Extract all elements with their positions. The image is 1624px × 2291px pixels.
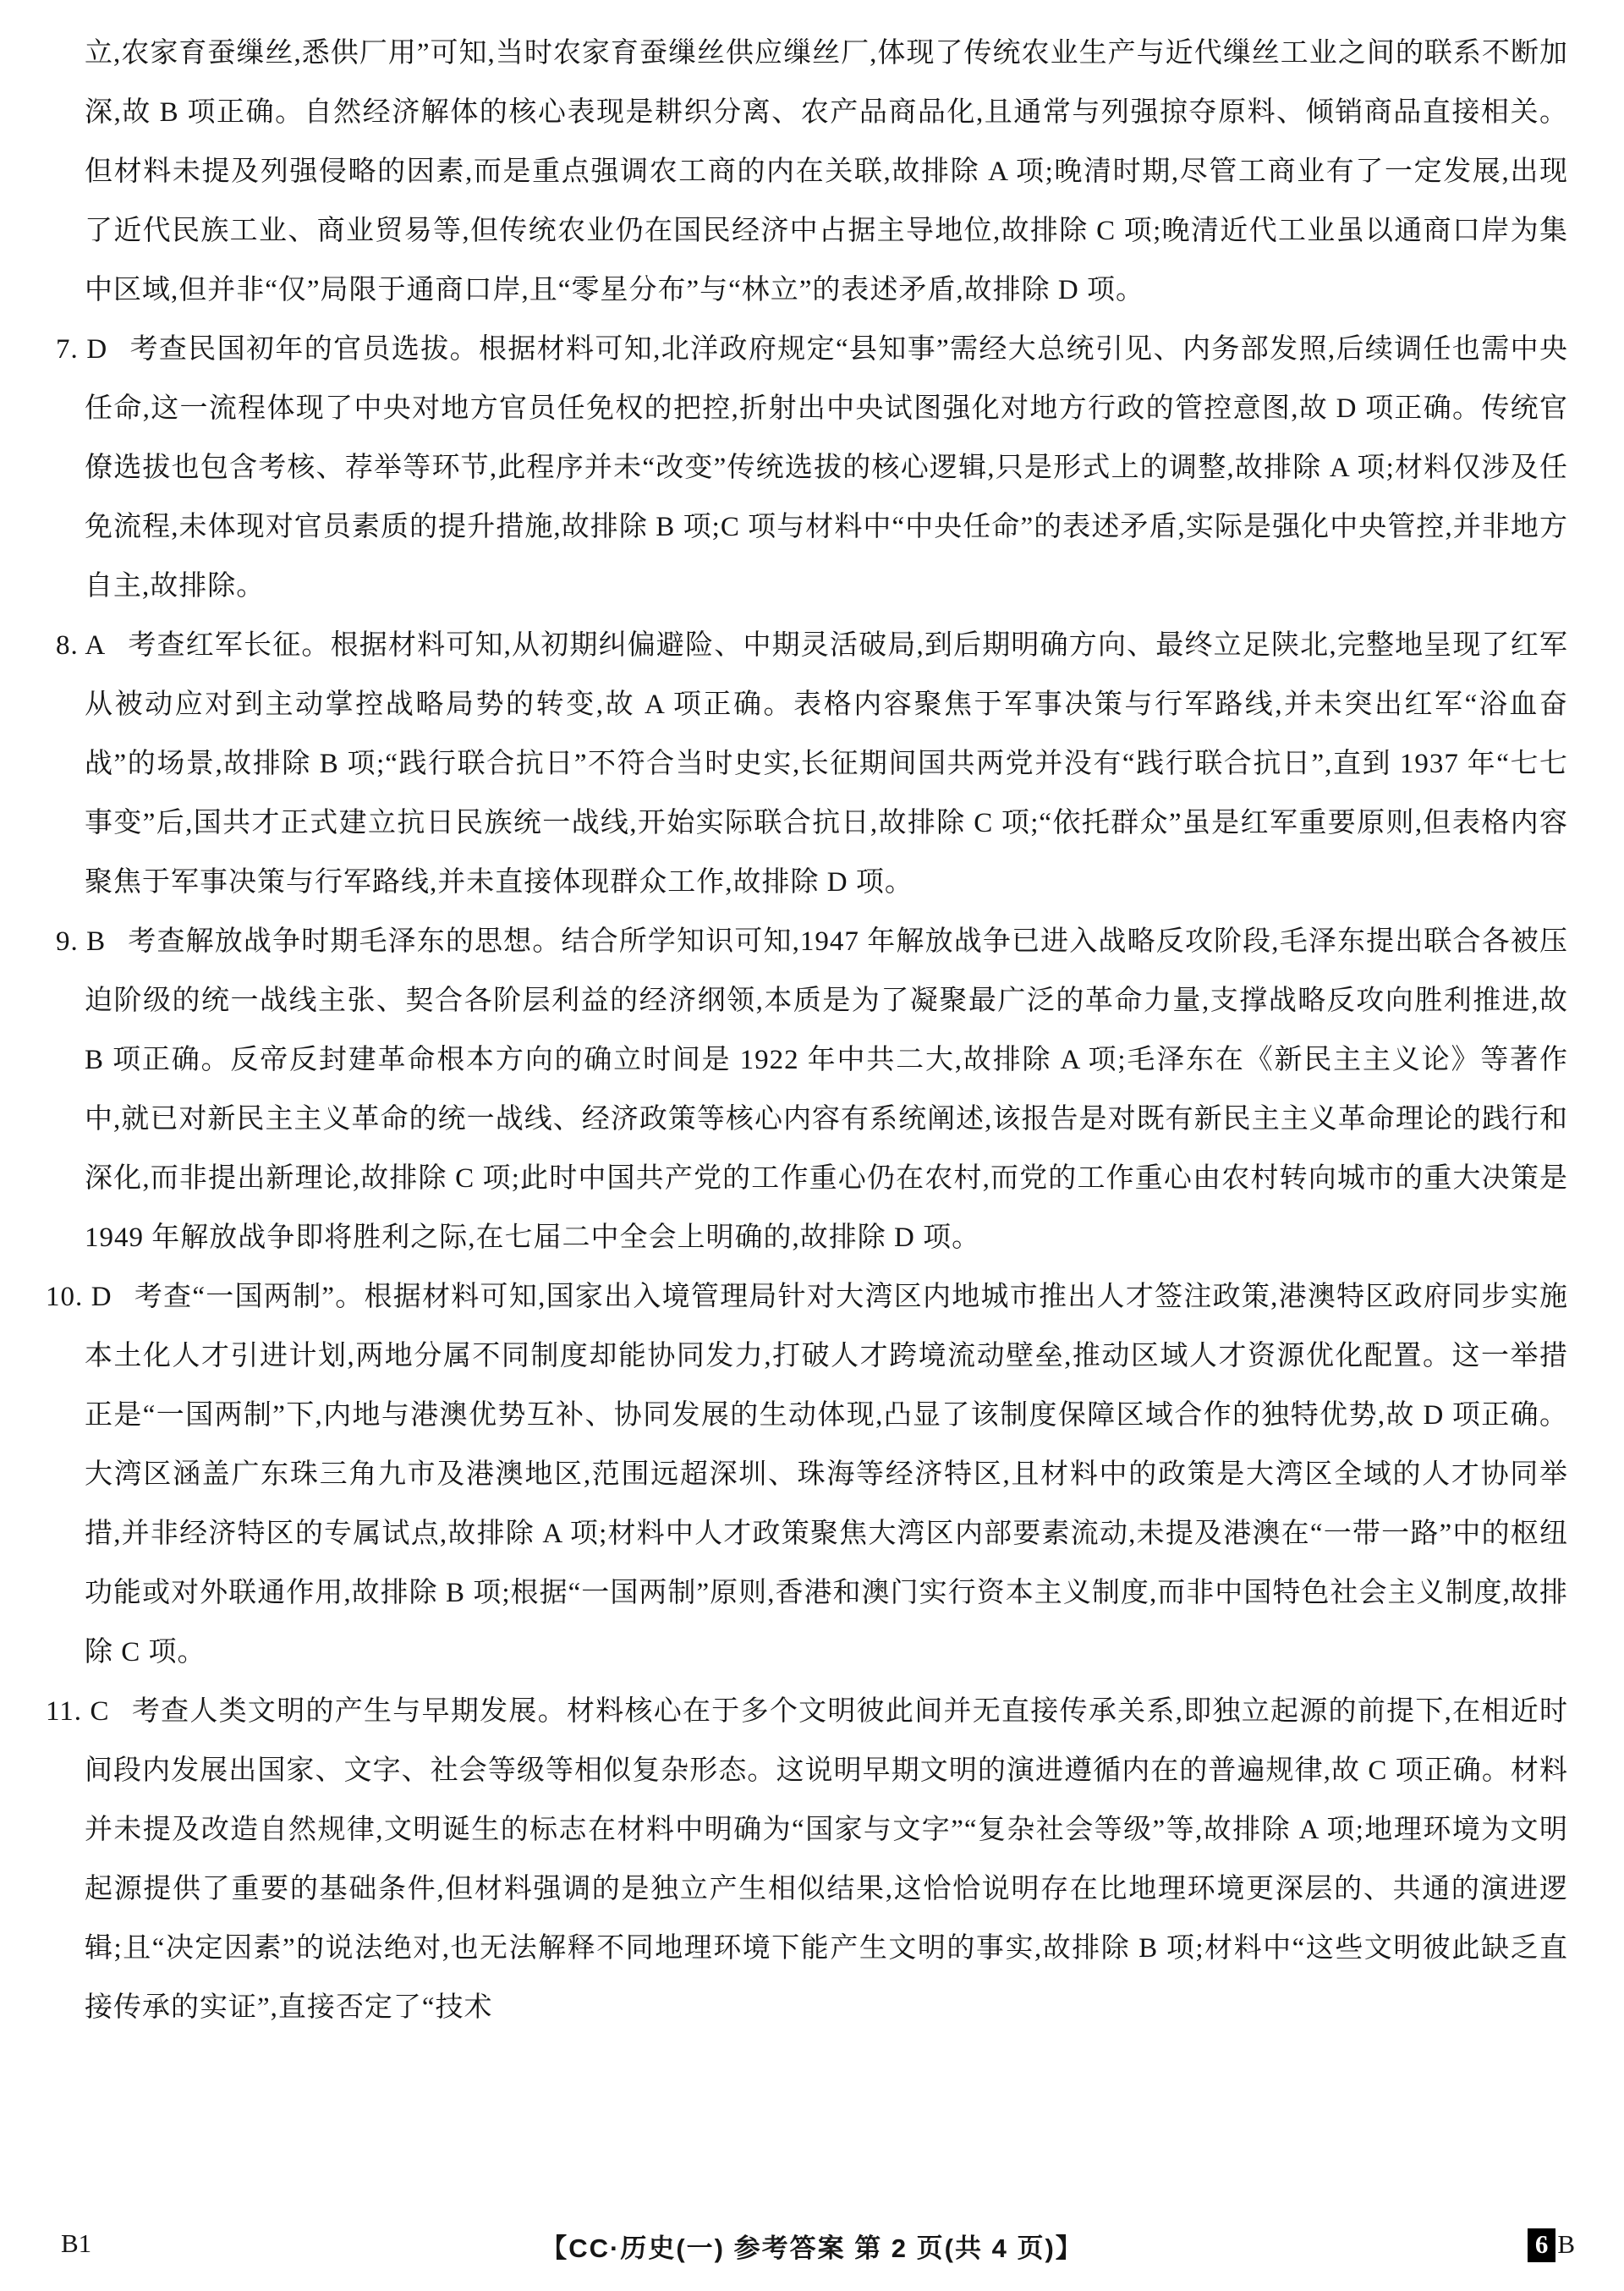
page-number-badge: 6	[1528, 2228, 1556, 2262]
footer-right-codes	[1528, 2228, 1575, 2262]
item-number-9: 9. B	[56, 926, 107, 957]
answer-paragraph-10	[46, 1267, 1568, 1682]
item-text-10: 考查“一国两制”。根据材料可知,国家出入境管理局针对大湾区内地城市推出人才签注政策,港澳特区政府同步实施本土化人才引进计划,两地分属不同制度却能协同发力,打破人才跨境流动壁垒,推动区域人才资源优化配置。这一举措正是“一国两制”下,内地与港澳优势互补、协同发展的生动体现,凸显了该制度保障区域合作的独特优势,故 D 项正确。大湾区涵盖广东珠三角九市及港澳地区,范围远超深圳、珠海等经济特区,且材料中的政策是大湾区全域的人才协同举措,并非经济特区的专属试点,故排除 A 项;材料中人才政策聚焦大湾区内部要素流动,未提及港澳在“一带一路”中的枢纽功能或对外联通作用,故排除 B 项;根据“一国两制”原则,香港和澳门实行资本主义制度,而非中国特色社会主义制度,故排除 C 项。	[85, 1282, 1568, 1667]
answer-paragraph-9	[56, 912, 1568, 1267]
item-text-9: 考查解放战争时期毛泽东的思想。结合所学知识可知,1947 年解放战争已进入战略反攻阶段,毛泽东提出联合各被压迫阶级的统一战线主张、契合各阶层利益的经济纲领,本质是为了凝聚最广泛的革命力量,支撑战略反攻向胜利推进,故 B 项正确。反帝反封建革命根本方向的确立时间是 1922 年中共二大,故排除 A 项;毛泽东在《新民主主义论》等著作中,就已对新民主主义革命的统一战线、经济政策等核心内容有系统阐述,该报告是对既有新民主主义革命理论的践行和深化,而非提出新理论,故排除 C 项;此时中国共产党的工作重心仍在农村,而党的工作重心由农村转向城市的重大决策是 1949 年解放战争即将胜利之际,在七届二中全会上明确的,故排除 D 项。	[85, 926, 1568, 1253]
footer-center-title: 【CC·历史(一) 参考答案 第 2 页(共 4 页)】	[540, 2233, 1084, 2263]
answer-paragraph-continuation: 立,农家育蚕缫丝,悉供厂用”可知,当时农家育蚕缫丝供应缫丝厂,体现了传统农业生产与近代缫丝工业之间的联系不断加深,故 B 项正确。自然经济解体的核心表现是耕织分离、农产品商品化,且通常与列强掠夺原料、倾销商品直接相关。但材料未提及列强侵略的因素,而是重点强调农工商的内在关联,故排除 A 项;晚清时期,尽管工商业有了一定发展,出现了近代民族工业、商业贸易等,但传统农业仍在国民经济中占据主导地位,故排除 C 项;晚清近代工业虽以通商口岸为集中区域,但并非“仅”局限于通商口岸,且“零星分布”与“林立”的表述矛盾,故排除 D 项。	[85, 38, 1568, 305]
item-text-8: 考查红军长征。根据材料可知,从初期纠偏避险、中期灵活破局,到后期明确方向、最终立足陕北,完整地呈现了红军从被动应对到主动掌控战略局势的转变,故 A 项正确。表格内容聚焦于军事决策与行军路线,并未突出红军“浴血奋战”的场景,故排除 B 项;“践行联合抗日”不符合当时史实,长征期间国共两党并没有“践行联合抗日”,直到 1937 年“七七事变”后,国共才正式建立抗日民族统一战线,开始实际联合抗日,故排除 C 项;“依托群众”虽是红军重要原则,但表格内容聚焦于军事决策与行军路线,并未直接体现群众工作,故排除 D 项。	[85, 630, 1568, 898]
answer-paragraph-7	[56, 320, 1568, 616]
item-text-7: 考查民国初年的官员选拔。根据材料可知,北洋政府规定“县知事”需经大总统引见、内务部发照,后续调任也需中央任命,这一流程体现了中央对地方官员任免权的把控,折射出中央试图强化对地方行政的管控意图,故 D 项正确。传统官僚选拔也包含考核、荐举等环节,此程序并未“改变”传统选拔的核心逻辑,只是形式上的调整,故排除 A 项;材料仅涉及任免流程,未体现对官员素质的提升措施,故排除 B 项;C 项与材料中“中央任命”的表述矛盾,实际是强化中央管控,并非地方自主,故排除。	[85, 334, 1568, 602]
answer-paragraph-8	[56, 616, 1568, 912]
answer-paragraph-11	[46, 1682, 1568, 2037]
footer-right-letter: B	[1557, 2229, 1575, 2259]
item-number-8: 8. A	[56, 630, 107, 661]
page-footer	[0, 2225, 1624, 2276]
footer-left-code: B1	[61, 2228, 92, 2258]
item-text-11: 考查人类文明的产生与早期发展。材料核心在于多个文明彼此间并无直接传承关系,即独立起源的前提下,在相近时间段内发展出国家、文字、社会等级等相似复杂形态。这说明早期文明的演进遵循内在的普遍规律,故 C 项正确。材料并未提及改造自然规律,文明诞生的标志在材料中明确为“国家与文字”“复杂社会等级”等,故排除 A 项;地理环境为文明起源提供了重要的基础条件,但材料强调的是独立产生相似结果,这恰恰说明存在比地理环境更深层的、共通的演进逻辑;且“决定因素”的说法绝对,也无法解释不同地理环境下能产生文明的事实,故排除 B 项;材料中“这些文明彼此缺乏直接传承的实证”,直接否定了“技术	[85, 1696, 1568, 2023]
item-number-10: 10. D	[46, 1282, 112, 1312]
item-number-11: 11. C	[46, 1696, 110, 1727]
item-number-7: 7. D	[56, 334, 108, 365]
